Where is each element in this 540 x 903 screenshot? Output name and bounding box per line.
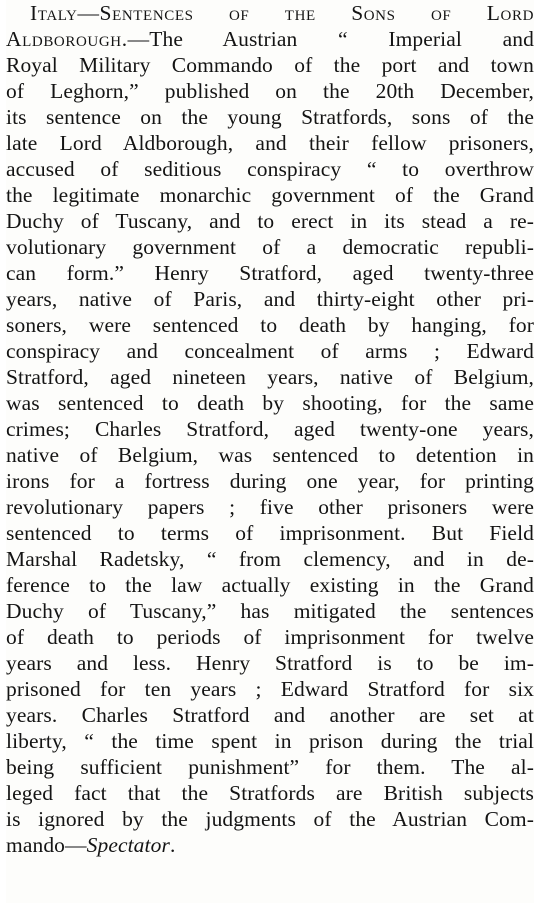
article-line: its sentence on the young Stratfords, sons of the — [6, 105, 534, 129]
headline-title-continued: Aldborough. — [6, 27, 128, 51]
article-line — [6, 26, 534, 52]
article-headline — [6, 0, 534, 26]
article-line: accused of seditious conspiracy “ to overthrow — [6, 157, 534, 181]
article-line: being sufficient punishment” for them. The al- — [6, 755, 534, 779]
article-line: Stratford, aged nineteen years, native of Belgium, — [6, 365, 534, 389]
article-line: sentenced to terms of imprisonment. But Field — [6, 521, 534, 545]
article-line: of Leghorn,” published on the 20th December, — [6, 79, 534, 103]
article-line: irons for a fortress during one year, for printing — [6, 469, 534, 493]
article-body-start: —The Austrian “ Imperial and — [127, 27, 534, 51]
article-line: liberty, “ the time spent in prison during the trial — [6, 729, 534, 753]
article-line: late Lord Aldborough, and their fellow prisoners, — [6, 131, 534, 155]
article-line: is ignored by the judgments of the Austrian Com- — [6, 807, 534, 831]
article-line: can form.” Henry Stratford, aged twenty-three — [6, 261, 534, 285]
article-line: soners, were sentenced to death by hanging, for — [6, 313, 534, 337]
headline-title: Italy—Sentences of the Sons of Lord — [30, 1, 534, 25]
article-line: the legitimate monarchic government of the Grand — [6, 183, 534, 207]
article-line: revolutionary papers ; five other prisoners were — [6, 495, 534, 519]
article-line: native of Belgium, was sentenced to detention in — [6, 443, 534, 467]
article-line: years. Charles Stratford and another are set at — [6, 703, 534, 727]
article-line-final — [6, 832, 534, 858]
article-line: years and less. Henry Stratford is to be im- — [6, 651, 534, 675]
article-line: Duchy of Tuscany, and to erect in its stead a re- — [6, 209, 534, 233]
article-line: Marshal Radetsky, “ from clemency, and in de- — [6, 547, 534, 571]
newspaper-page — [6, 0, 534, 903]
article-source: Spectator — [86, 833, 170, 857]
article-end-period: . — [169, 833, 176, 857]
article-line: Duchy of Tuscany,” has mitigated the sentences — [6, 599, 534, 623]
article-line: was sentenced to death by shooting, for the same — [6, 391, 534, 415]
article-line: years, native of Paris, and thirty-eight other pri- — [6, 287, 534, 311]
article-line: volutionary government of a democratic republi- — [6, 235, 534, 259]
article-line: ference to the law actually existing in the Grand — [6, 573, 534, 597]
article-line: Royal Military Commando of the port and town — [6, 53, 534, 77]
article-line: conspiracy and concealment of arms ; Edward — [6, 339, 534, 363]
article-line: of death to periods of imprisonment for twelve — [6, 625, 534, 649]
article-line: leged fact that the Stratfords are British subjects — [6, 781, 534, 805]
article-last-text: mando— — [6, 833, 87, 857]
article-line: crimes; Charles Stratford, aged twenty-one years, — [6, 417, 534, 441]
article-line: prisoned for ten years ; Edward Stratford for six — [6, 677, 534, 701]
